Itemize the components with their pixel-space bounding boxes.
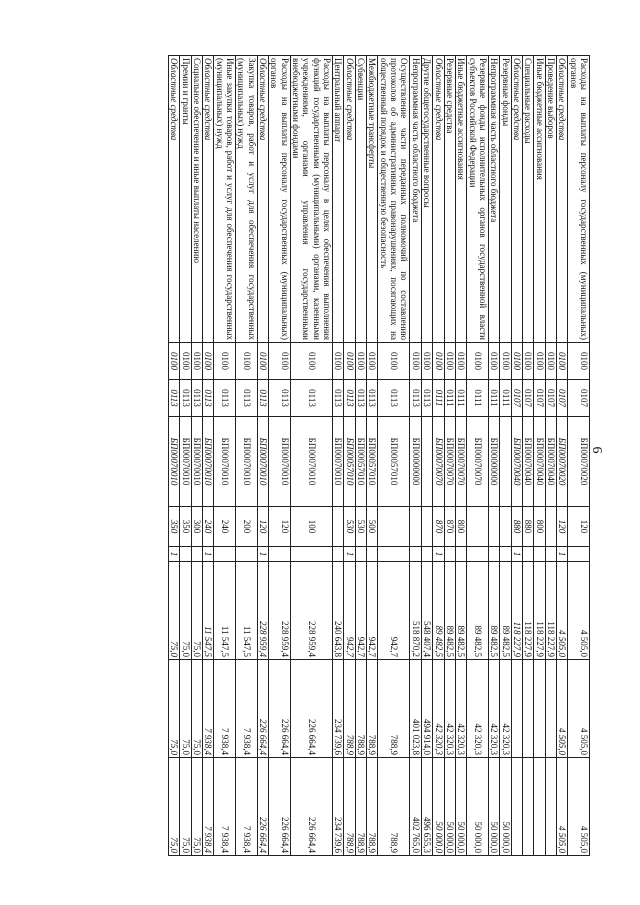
expense-type-code: [500, 507, 511, 547]
expense-type-code: [421, 507, 432, 547]
chapter-code: 0100: [410, 343, 421, 380]
amount-year-2: 788,9: [344, 660, 355, 758]
expense-type-code: [410, 507, 421, 547]
source-flag: 1: [202, 547, 213, 562]
row-name: Межбюджетные трансферты: [367, 56, 378, 343]
amount-year-1: 118 227,9: [534, 562, 545, 660]
amount-year-1: 11 547,5: [202, 562, 213, 660]
row-name: Областные средства: [511, 56, 522, 343]
source-flag: [545, 547, 556, 562]
row-name: Другие общегосударственные вопросы: [421, 56, 432, 343]
amount-year-1: 942,7: [378, 562, 410, 660]
amount-year-1: 75,0: [168, 562, 179, 660]
chapter-code: 0100: [214, 343, 236, 380]
target-article-code: БП00070010: [180, 417, 191, 507]
row-name: Резервные фонды исполнительных органов государственной власти субъектов Российской Федерации: [467, 56, 489, 343]
target-article-code: БП00070010: [191, 417, 202, 507]
table-row: [500, 56, 511, 856]
source-flag: [410, 547, 421, 562]
chapter-code: 0100: [455, 343, 466, 380]
target-article-code: БП00070020: [556, 417, 567, 507]
expense-type-code: 100: [290, 507, 332, 547]
chapter-code: 0100: [333, 343, 344, 380]
table-row: [455, 56, 466, 856]
expense-type-code: 530: [355, 507, 366, 547]
amount-year-3: 7 938,4: [214, 758, 236, 856]
table-row: [556, 56, 567, 856]
chapter-code: 0100: [467, 343, 489, 380]
amount-year-3: 4 505,0: [568, 758, 590, 856]
amount-year-2: 75,0: [191, 660, 202, 758]
source-flag: 1: [168, 547, 179, 562]
source-flag: [290, 547, 332, 562]
amount-year-3: [522, 758, 533, 856]
chapter-code: 0100: [378, 343, 410, 380]
row-name: Резервные средства: [444, 56, 455, 343]
amount-year-3: 50 000,0: [433, 758, 444, 856]
amount-year-2: 42 320,3: [467, 660, 489, 758]
table-row: [488, 56, 499, 856]
chapter-code: 0100: [269, 343, 291, 380]
amount-year-1: 75,0: [191, 562, 202, 660]
source-flag: 1: [344, 547, 355, 562]
section-code: 0107: [534, 380, 545, 417]
row-name: Областные средства: [168, 56, 179, 343]
amount-year-1: 942,7: [367, 562, 378, 660]
target-article-code: БП00057010: [355, 417, 366, 507]
expense-type-code: 500: [367, 507, 378, 547]
table-row: [410, 56, 421, 856]
amount-year-3: [534, 758, 545, 856]
source-flag: [500, 547, 511, 562]
target-article-code: БП00070020: [568, 417, 590, 507]
amount-year-3: [545, 758, 556, 856]
expense-type-code: 350: [168, 507, 179, 547]
budget-table: [168, 55, 590, 856]
amount-year-3: 788,9: [344, 758, 355, 856]
table-row: [467, 56, 489, 856]
target-article-code: БП00070010: [168, 417, 179, 507]
amount-year-3: 7 938,4: [202, 758, 213, 856]
target-article-code: БП00057010: [378, 417, 410, 507]
target-article-code: БП00000000: [488, 417, 499, 507]
expense-type-code: 300: [191, 507, 202, 547]
table-row: [522, 56, 533, 856]
amount-year-1: 11 547,5: [214, 562, 236, 660]
source-flag: [367, 547, 378, 562]
source-flag: [467, 547, 489, 562]
amount-year-3: 788,9: [367, 758, 378, 856]
table-row: [355, 56, 366, 856]
target-article-code: БП00070040: [511, 417, 522, 507]
chapter-code: 0100: [444, 343, 455, 380]
amount-year-2: 75,0: [168, 660, 179, 758]
page-number: 6: [589, 446, 604, 454]
amount-year-2: 226 664,4: [257, 660, 268, 758]
table-row: [421, 56, 432, 856]
row-name: Субвенции: [355, 56, 366, 343]
chapter-code: 0100: [500, 343, 511, 380]
source-flag: [522, 547, 533, 562]
target-article-code: БП00070010: [257, 417, 268, 507]
amount-year-3: 226 664,4: [269, 758, 291, 856]
amount-year-3: 4 505,0: [556, 758, 567, 856]
table-row: [269, 56, 291, 856]
amount-year-1: 118 227,9: [545, 562, 556, 660]
row-name: Областные средства: [202, 56, 213, 343]
section-code: 0111: [455, 380, 466, 417]
expense-type-code: 120: [568, 507, 590, 547]
table-row: [545, 56, 556, 856]
section-code: 0113: [257, 380, 268, 417]
target-article-code: БП00070070: [444, 417, 455, 507]
row-name: Областные средства: [257, 56, 268, 343]
amount-year-3: 7 938,4: [236, 758, 258, 856]
source-flag: [568, 547, 590, 562]
amount-year-1: 228 959,4: [290, 562, 332, 660]
amount-year-2: 42 320,3: [500, 660, 511, 758]
source-flag: [455, 547, 466, 562]
table-row: [378, 56, 410, 856]
source-flag: [421, 547, 432, 562]
table-row: [367, 56, 378, 856]
amount-year-2: 42 320,3: [433, 660, 444, 758]
amount-year-2: 788,9: [378, 660, 410, 758]
amount-year-3: 226 664,4: [290, 758, 332, 856]
chapter-code: 0100: [180, 343, 191, 380]
amount-year-2: 226 664,4: [269, 660, 291, 758]
expense-type-code: 880: [522, 507, 533, 547]
section-code: 0113: [344, 380, 355, 417]
amount-year-1: 4 505,0: [556, 562, 567, 660]
target-article-code: БП00070010: [333, 417, 344, 507]
expense-type-code: 800: [455, 507, 466, 547]
expense-type-code: 800: [534, 507, 545, 547]
table-row: [257, 56, 268, 856]
amount-year-1: 75,0: [180, 562, 191, 660]
amount-year-3: 234 739,6: [333, 758, 344, 856]
section-code: 0107: [511, 380, 522, 417]
amount-year-2: 75,0: [180, 660, 191, 758]
amount-year-3: 402 765,0: [410, 758, 421, 856]
expense-type-code: 870: [444, 507, 455, 547]
section-code: 0111: [433, 380, 444, 417]
amount-year-3: 50 000,0: [467, 758, 489, 856]
row-name: Социальное обеспечение и иные выплаты населению: [191, 56, 202, 343]
source-flag: [488, 547, 499, 562]
chapter-code: 0100: [545, 343, 556, 380]
amount-year-2: 42 320,3: [444, 660, 455, 758]
expense-type-code: 120: [556, 507, 567, 547]
amount-year-1: 548 407,4: [421, 562, 432, 660]
amount-year-3: 50 000,0: [488, 758, 499, 856]
amount-year-1: 89 482,5: [500, 562, 511, 660]
section-code: 0113: [355, 380, 366, 417]
source-flag: [355, 547, 366, 562]
chapter-code: 0100: [488, 343, 499, 380]
section-code: 0111: [500, 380, 511, 417]
expense-type-code: 200: [236, 507, 258, 547]
section-code: 0113: [378, 380, 410, 417]
section-code: 0113: [191, 380, 202, 417]
section-code: 0111: [467, 380, 489, 417]
row-name: Областные средства: [433, 56, 444, 343]
amount-year-3: 50 000,0: [444, 758, 455, 856]
section-code: 0107: [522, 380, 533, 417]
table-row: [168, 56, 179, 856]
amount-year-1: 240 643,8: [333, 562, 344, 660]
expense-type-code: [488, 507, 499, 547]
row-name: Областные средства: [344, 56, 355, 343]
section-code: 0111: [444, 380, 455, 417]
amount-year-2: 7 938,4: [214, 660, 236, 758]
amount-year-3: 496 655,3: [421, 758, 432, 856]
source-flag: 1: [511, 547, 522, 562]
source-flag: 1: [556, 547, 567, 562]
chapter-code: 0100: [367, 343, 378, 380]
chapter-code: 0100: [511, 343, 522, 380]
chapter-code: 0100: [236, 343, 258, 380]
amount-year-3: 50 000,0: [455, 758, 466, 856]
source-flag: [180, 547, 191, 562]
amount-year-2: 4 505,0: [556, 660, 567, 758]
amount-year-2: 788,9: [355, 660, 366, 758]
amount-year-1: 942,7: [344, 562, 355, 660]
expense-type-code: 870: [433, 507, 444, 547]
amount-year-1: 11 547,5: [236, 562, 258, 660]
expense-type-code: 350: [180, 507, 191, 547]
amount-year-1: 228 959,4: [257, 562, 268, 660]
amount-year-2: [534, 660, 545, 758]
chapter-code: 0100: [168, 343, 179, 380]
source-flag: [236, 547, 258, 562]
table-row: [191, 56, 202, 856]
amount-year-2: 788,9: [367, 660, 378, 758]
table-row: [568, 56, 590, 856]
row-name: Проведение выборов: [545, 56, 556, 343]
amount-year-2: [545, 660, 556, 758]
source-flag: [534, 547, 545, 562]
section-code: 0113: [214, 380, 236, 417]
chapter-code: 0100: [344, 343, 355, 380]
amount-year-3: 788,9: [355, 758, 366, 856]
target-article-code: БП00057010: [344, 417, 355, 507]
amount-year-2: 42 320,3: [455, 660, 466, 758]
table-row: [290, 56, 332, 856]
source-flag: [214, 547, 236, 562]
chapter-code: 0100: [556, 343, 567, 380]
table-row: [214, 56, 236, 856]
amount-year-3: 226 664,4: [257, 758, 268, 856]
section-code: 0113: [168, 380, 179, 417]
table-row: [433, 56, 444, 856]
section-code: 0113: [421, 380, 432, 417]
target-article-code: БП00070070: [467, 417, 489, 507]
chapter-code: 0100: [202, 343, 213, 380]
table-row: [236, 56, 258, 856]
target-article-code: БП00070040: [545, 417, 556, 507]
chapter-code: 0100: [355, 343, 366, 380]
section-code: 0113: [290, 380, 332, 417]
target-article-code: БП00070040: [534, 417, 545, 507]
target-article-code: [421, 417, 432, 507]
section-code: 0113: [269, 380, 291, 417]
target-article-code: БП00070070: [433, 417, 444, 507]
row-name: Расходы на выплаты персоналу государственных (муниципальных) органов: [568, 56, 590, 343]
section-code: 0113: [333, 380, 344, 417]
row-name: Иные закупки товаров, работ и услуг для обеспечения государственных (муниципальных) нужд: [214, 56, 236, 343]
target-article-code: БП00070010: [290, 417, 332, 507]
expense-type-code: [378, 507, 410, 547]
amount-year-2: 494 914,0: [421, 660, 432, 758]
table-row: [333, 56, 344, 856]
table-row: [180, 56, 191, 856]
section-code: 0113: [202, 380, 213, 417]
chapter-code: 0100: [534, 343, 545, 380]
chapter-code: 0100: [433, 343, 444, 380]
amount-year-1: 118 227,9: [511, 562, 522, 660]
chapter-code: 0100: [522, 343, 533, 380]
amount-year-1: 942,7: [355, 562, 366, 660]
amount-year-3: 75,0: [168, 758, 179, 856]
row-name: Иные бюджетные ассигнования: [534, 56, 545, 343]
chapter-code: 0100: [568, 343, 590, 380]
row-name: Областные средства: [556, 56, 567, 343]
target-article-code: БП00000000: [410, 417, 421, 507]
target-article-code: БП00070010: [236, 417, 258, 507]
row-name: Иные бюджетные ассигнования: [455, 56, 466, 343]
amount-year-1: 4 505,0: [568, 562, 590, 660]
expense-type-code: 530: [344, 507, 355, 547]
section-code: 0111: [488, 380, 499, 417]
source-flag: [191, 547, 202, 562]
source-flag: [378, 547, 410, 562]
section-code: 0113: [180, 380, 191, 417]
target-article-code: БП00070040: [522, 417, 533, 507]
amount-year-1: 228 959,4: [269, 562, 291, 660]
amount-year-2: 42 320,3: [488, 660, 499, 758]
amount-year-2: 234 739,6: [333, 660, 344, 758]
source-flag: [333, 547, 344, 562]
amount-year-1: 89 482,5: [455, 562, 466, 660]
table-row: [534, 56, 545, 856]
amount-year-1: 518 870,2: [410, 562, 421, 660]
expense-type-code: 240: [202, 507, 213, 547]
amount-year-1: 89 482,5: [467, 562, 489, 660]
amount-year-2: [522, 660, 533, 758]
target-article-code: [500, 417, 511, 507]
row-name: Расходы на выплаты персоналу государственных (муниципальных) органов: [269, 56, 291, 343]
expense-type-code: [545, 507, 556, 547]
row-name: Непрограммная часть областного бюджета: [410, 56, 421, 343]
table-row: [511, 56, 522, 856]
expense-type-code: 120: [269, 507, 291, 547]
row-name: Осуществление части переданных полномочий по составлению протоколов об административных правонарушениях, посягающих на общественный порядок и общественную безопасность: [378, 56, 410, 343]
chapter-code: 0100: [290, 343, 332, 380]
table-row: [202, 56, 213, 856]
amount-year-3: 75,0: [191, 758, 202, 856]
amount-year-2: 4 505,0: [568, 660, 590, 758]
section-code: 0107: [556, 380, 567, 417]
row-name: Резервные фонды: [500, 56, 511, 343]
table-row: [444, 56, 455, 856]
target-article-code: БП00070010: [214, 417, 236, 507]
expense-type-code: [333, 507, 344, 547]
section-code: 0107: [545, 380, 556, 417]
source-flag: 1: [257, 547, 268, 562]
expense-type-code: [467, 507, 489, 547]
amount-year-2: 226 664,4: [290, 660, 332, 758]
amount-year-3: 788,9: [378, 758, 410, 856]
chapter-code: 0100: [257, 343, 268, 380]
row-name: Закупка товаров, работ и услуг для обеспечения государственных (муниципальных) нужд: [236, 56, 258, 343]
amount-year-1: 89 482,5: [488, 562, 499, 660]
amount-year-1: 118 227,9: [522, 562, 533, 660]
amount-year-2: [511, 660, 522, 758]
expense-type-code: 120: [257, 507, 268, 547]
chapter-code: 0100: [191, 343, 202, 380]
amount-year-1: 89 482,5: [444, 562, 455, 660]
row-name: Премии и гранты: [180, 56, 191, 343]
amount-year-1: 89 482,5: [433, 562, 444, 660]
row-name: Центральный аппарат: [333, 56, 344, 343]
source-flag: [269, 547, 291, 562]
section-code: 0113: [236, 380, 258, 417]
target-article-code: БП00070070: [455, 417, 466, 507]
amount-year-2: 7 938,4: [236, 660, 258, 758]
rotated-table-container: [58, 55, 590, 855]
target-article-code: БП00057010: [367, 417, 378, 507]
amount-year-2: 401 023,8: [410, 660, 421, 758]
section-code: 0107: [568, 380, 590, 417]
section-code: 0113: [367, 380, 378, 417]
amount-year-3: 75,0: [180, 758, 191, 856]
source-flag: [444, 547, 455, 562]
budget-table-body: [168, 56, 589, 856]
amount-year-3: [511, 758, 522, 856]
amount-year-3: 50 000,0: [500, 758, 511, 856]
section-code: 0113: [410, 380, 421, 417]
row-name: Расходы на выплаты персоналу в целях обеспечения выполнения функций государственными (муниципальными) органами, казенными учреждениями, органами управления государственными внебюджетными фондами: [290, 56, 332, 343]
row-name: Непрограммная часть областного бюджета: [488, 56, 499, 343]
chapter-code: 0100: [421, 343, 432, 380]
target-article-code: БП00070010: [269, 417, 291, 507]
target-article-code: БП00070010: [202, 417, 213, 507]
expense-type-code: 240: [214, 507, 236, 547]
amount-year-2: 7 938,4: [202, 660, 213, 758]
table-row: [344, 56, 355, 856]
source-flag: 1: [433, 547, 444, 562]
row-name: Специальные расходы: [522, 56, 533, 343]
expense-type-code: 880: [511, 507, 522, 547]
